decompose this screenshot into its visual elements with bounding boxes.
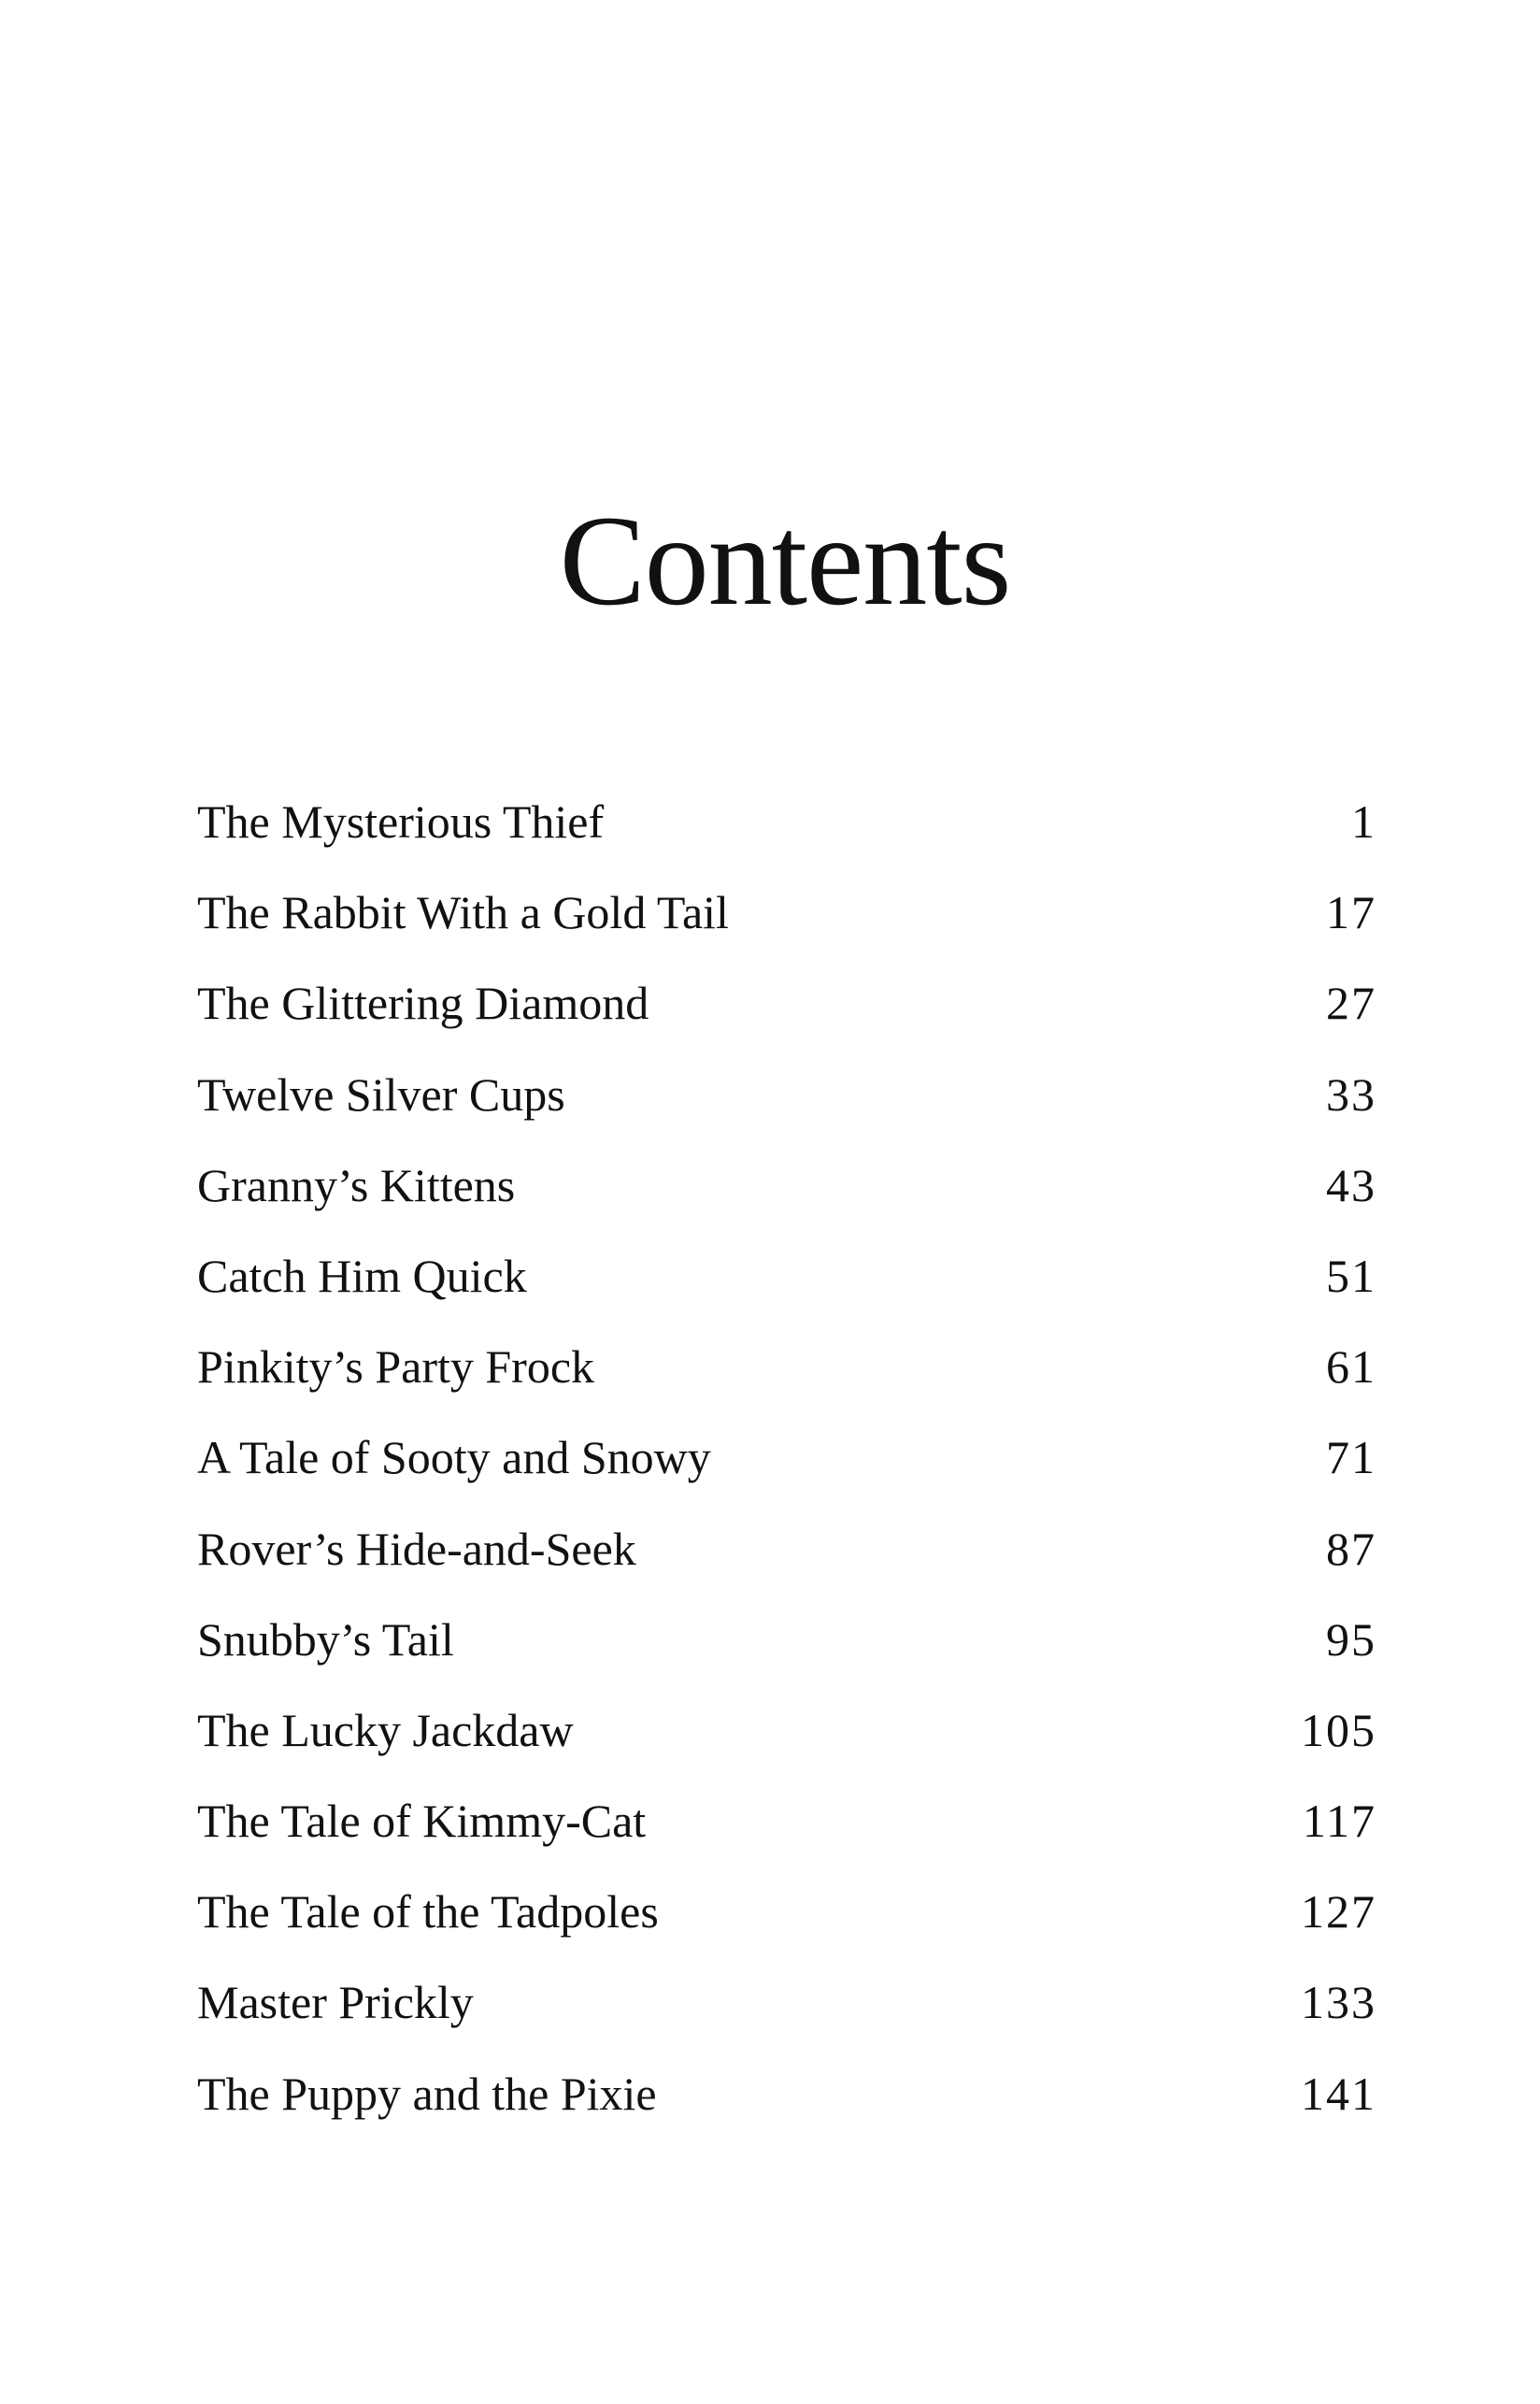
toc-entry: [197, 2067, 1376, 2157]
toc-entry: [197, 1249, 1376, 1339]
toc-entry: [197, 885, 1376, 976]
toc-entry: [197, 1612, 1376, 1703]
entry-title: The Lucky Jackdaw: [197, 1703, 574, 1756]
toc-entry: [197, 1339, 1376, 1430]
toc-entry: [197, 1703, 1376, 1794]
toc-entry: [197, 1975, 1376, 2066]
entry-page-number: 61: [1326, 1340, 1376, 1394]
entry-page-number: 117: [1302, 1795, 1376, 1848]
toc-entry: [197, 1067, 1376, 1158]
toc-entry: [197, 1884, 1376, 1975]
entry-title: Pinkity’s Party Frock: [197, 1340, 595, 1394]
entry-title: Snubby’s Tail: [197, 1612, 454, 1666]
toc-entry: [197, 1794, 1376, 1884]
entry-page-number: 33: [1326, 1067, 1376, 1121]
entry-title: Catch Him Quick: [197, 1249, 527, 1302]
entry-title: The Tale of the Tadpoles: [197, 1885, 659, 1939]
entry-title: The Rabbit With a Gold Tail: [197, 886, 729, 939]
entry-page-number: 133: [1301, 1976, 1376, 2029]
entry-page-number: 1: [1351, 795, 1376, 848]
toc-entry: [197, 1430, 1376, 1521]
entry-page-number: 51: [1326, 1249, 1376, 1302]
entry-page-number: 105: [1301, 1703, 1376, 1756]
entry-page-number: 71: [1326, 1431, 1376, 1484]
entry-title: The Puppy and the Pixie: [197, 2067, 657, 2120]
entry-title: The Glittering Diamond: [197, 977, 649, 1030]
entry-page-number: 141: [1301, 2067, 1376, 2120]
entry-title: Twelve Silver Cups: [197, 1067, 565, 1121]
toc-entry: [197, 794, 1376, 885]
toc-entry: [197, 1522, 1376, 1612]
entry-title: Master Prickly: [197, 1976, 474, 2029]
entry-title: Granny’s Kittens: [197, 1158, 516, 1211]
entry-title: The Mysterious Thief: [197, 795, 605, 848]
table-of-contents: [197, 794, 1376, 2157]
entry-title: Rover’s Hide-and-Seek: [197, 1522, 636, 1575]
entry-page-number: 17: [1326, 886, 1376, 939]
entry-page-number: 95: [1326, 1612, 1376, 1666]
entry-page-number: 87: [1326, 1522, 1376, 1575]
entry-title: A Tale of Sooty and Snowy: [197, 1431, 711, 1484]
entry-title: The Tale of Kimmy-Cat: [197, 1795, 647, 1848]
entry-page-number: 27: [1326, 977, 1376, 1030]
entry-page-number: 127: [1301, 1885, 1376, 1939]
toc-entry: [197, 976, 1376, 1066]
entry-page-number: 43: [1326, 1158, 1376, 1211]
toc-entry: [197, 1158, 1376, 1249]
page-title: Contents: [559, 489, 1011, 632]
